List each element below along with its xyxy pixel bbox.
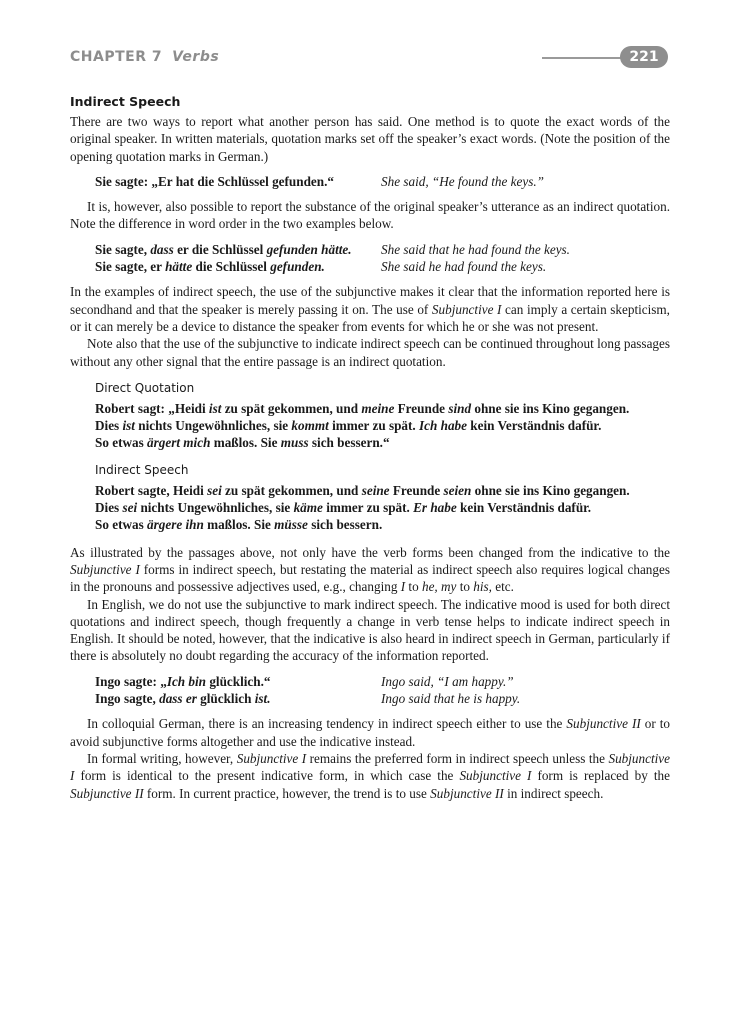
page-number-badge: 221 xyxy=(620,46,668,68)
section-heading: Indirect Speech xyxy=(70,94,181,109)
chapter-heading xyxy=(70,49,219,65)
quote-line: Dies ist nichts Ungewöhnliches, sie kommt immer zu spät. Ich habe kein Verständnis dafür. xyxy=(95,418,602,434)
german-example: Sie sagte, dass er die Schlüssel gefunden hätte. xyxy=(95,241,352,257)
english-paragraph: In English, we do not use the subjunctive to mark indirect speech. The indicative mood is used for both direct quotations and indirect speech, though frequently a change in verb tense helps to indicate indirect speech in English. It should be noted, however, that the indicative is also heard in indirect speech in German, particularly if there is absolutely no doubt regarding the accuracy of the information reported. xyxy=(70,596,670,664)
formal-paragraph: In formal writing, however, Subjunctive I remains the preferred form in indirect speech unless the Subjunctive I form is identical to the present indicative form, in which case the Subjunctive I form is replaced by the Subjunctive II form. In current practice, however, the trend is to use Subjunctive II in indirect speech. xyxy=(70,750,670,801)
running-header xyxy=(70,46,670,70)
english-translation: She said he had found the keys. xyxy=(381,259,547,275)
example-indirect-quotes xyxy=(70,241,670,276)
german-example: Ingo sagte, dass er glücklich ist. xyxy=(95,691,271,707)
german-example: Sie sagte, er hätte die Schlüssel gefunden. xyxy=(95,259,325,275)
intro-paragraph: There are two ways to report what another person has said. One method is to quote the exact words of the original speaker. In written materials, quotation marks set off the speaker’s exact words. (Note the position of the opening quotation marks in German.) xyxy=(70,114,670,164)
example-happy xyxy=(70,673,670,708)
example-row xyxy=(70,173,670,190)
example-row xyxy=(70,241,670,258)
subjunctive-paragraph: In the examples of indirect speech, the use of the subjunctive makes it clear that the information reported here is secondhand and that the speaker is merely passing it on. The use of Subjunctive I can imply a certain skepticism, or it can merely be a device to distance the speaker from events for which he or she was not present. xyxy=(70,284,670,334)
chapter-title: Verbs xyxy=(172,49,220,65)
quote-line: So etwas ärgere ihn maßlos. Sie müsse sich bessern. xyxy=(95,517,383,533)
direct-quotation-heading: Direct Quotation xyxy=(95,380,195,395)
indirect-speech-block xyxy=(95,482,670,534)
colloquial-paragraph: In colloquial German, there is an increasing tendency in indirect speech either to use the Subjunctive II or to avoid subjunctive forms altogether and use the indicative instead. xyxy=(70,716,671,749)
quote-line: So etwas ärgert mich maßlos. Sie muss sich bessern.“ xyxy=(95,435,390,451)
german-example: Ingo sagte: „Ich bin glücklich.“ xyxy=(95,673,271,689)
header-rule xyxy=(542,57,632,59)
chapter-label: CHAPTER 7 xyxy=(70,49,163,65)
english-translation: She said that he had found the keys. xyxy=(381,241,570,257)
german-example: Sie sagte: „Er hat die Schlüssel gefunden.“ xyxy=(95,173,334,189)
example-row xyxy=(70,258,670,275)
quote-line: Robert sagt: „Heidi ist zu spät gekommen, und meine Freunde sind ohne sie ins Kino gegangen. xyxy=(95,400,630,416)
quote-line: Robert sagte, Heidi sei zu spät gekommen, und seine Freunde seien ohne sie ins Kino gegangen. xyxy=(95,482,630,498)
example-row xyxy=(70,673,670,690)
english-translation: Ingo said that he is happy. xyxy=(381,691,521,707)
indirect-paragraph: It is, however, also possible to report the substance of the original speaker’s utterance as an indirect quotation. Note the difference in word order in the two examples below. xyxy=(70,199,670,232)
english-translation: Ingo said, “I am happy.” xyxy=(381,673,514,689)
illustrated-paragraph: As illustrated by the passages above, not only have the verb forms been changed from the indicative to the Subjunctive I forms in indirect speech, but restating the material as indirect speech also requires logical changes in the pronouns and possessive adjectives used, e.g., changing I to he, my to his, etc. xyxy=(70,544,670,595)
note-paragraph: Note also that the use of the subjunctive to indicate indirect speech can be continued throughout long passages without any other signal that the entire passage is an indirect quotation. xyxy=(70,336,670,369)
indirect-speech-heading: Indirect Speech xyxy=(95,462,189,477)
example-direct-quote xyxy=(70,173,670,190)
quote-line: Dies sei nichts Ungewöhnliches, sie käme immer zu spät. Er habe kein Verständnis dafür. xyxy=(95,500,592,516)
page-body xyxy=(70,94,670,802)
example-row xyxy=(70,690,670,707)
direct-quotation-block xyxy=(95,400,670,452)
english-translation: She said, “He found the keys.” xyxy=(381,173,544,189)
